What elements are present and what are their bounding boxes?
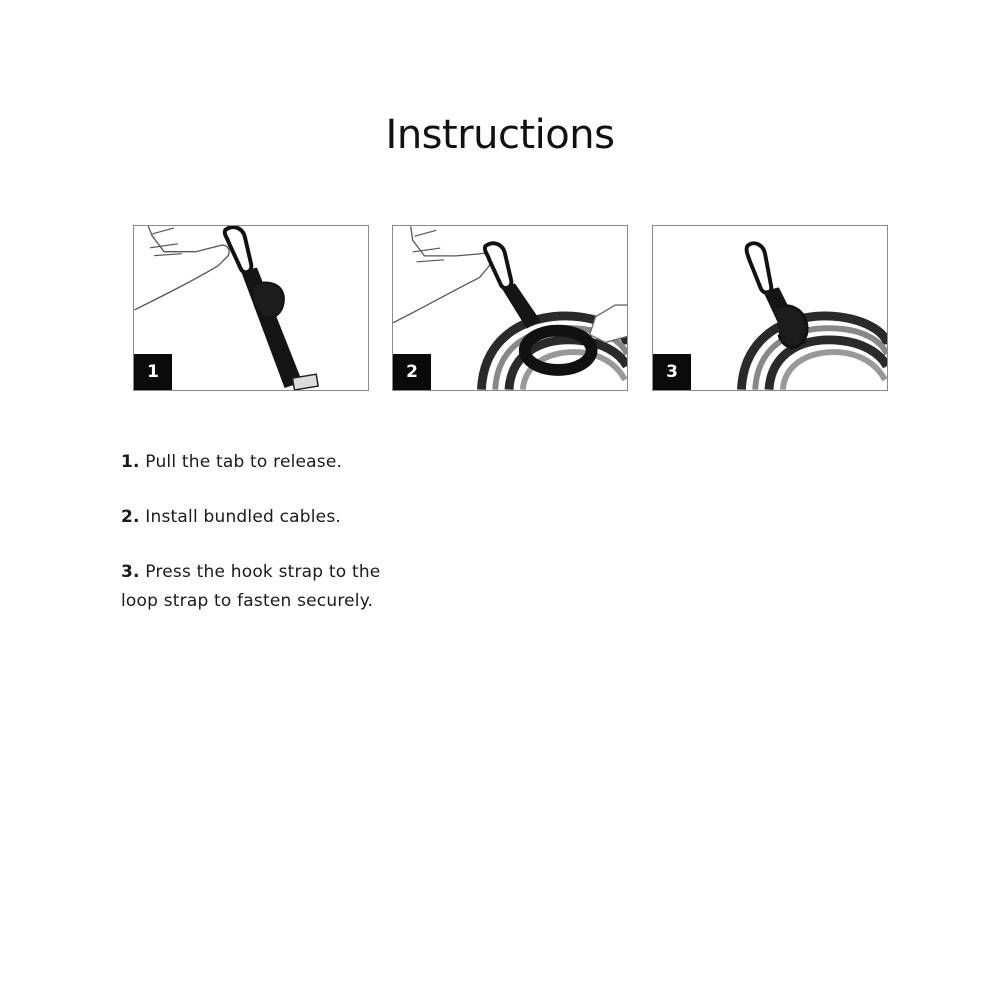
- step-item-2: [121, 503, 441, 532]
- instruction-steps: [121, 448, 441, 642]
- step-number: 3.: [121, 562, 140, 582]
- step-badge-2: 2: [393, 354, 431, 390]
- step-text: Install bundled cables.: [145, 507, 341, 527]
- step-item-1: [121, 448, 441, 477]
- step-item-3: [121, 558, 411, 616]
- step-text: Pull the tab to release.: [145, 452, 343, 472]
- step-badge-1: 1: [134, 354, 172, 390]
- step-badge-3: 3: [653, 354, 691, 390]
- step-number: 2.: [121, 507, 140, 527]
- step-number: 1.: [121, 452, 140, 472]
- instruction-panel-2: [392, 225, 628, 391]
- instruction-panel-1: [133, 225, 369, 391]
- step-text: Press the hook strap to the loop strap to fasten securely.: [121, 562, 381, 611]
- instruction-panel-3: [652, 225, 888, 391]
- page-title: Instructions: [385, 112, 615, 158]
